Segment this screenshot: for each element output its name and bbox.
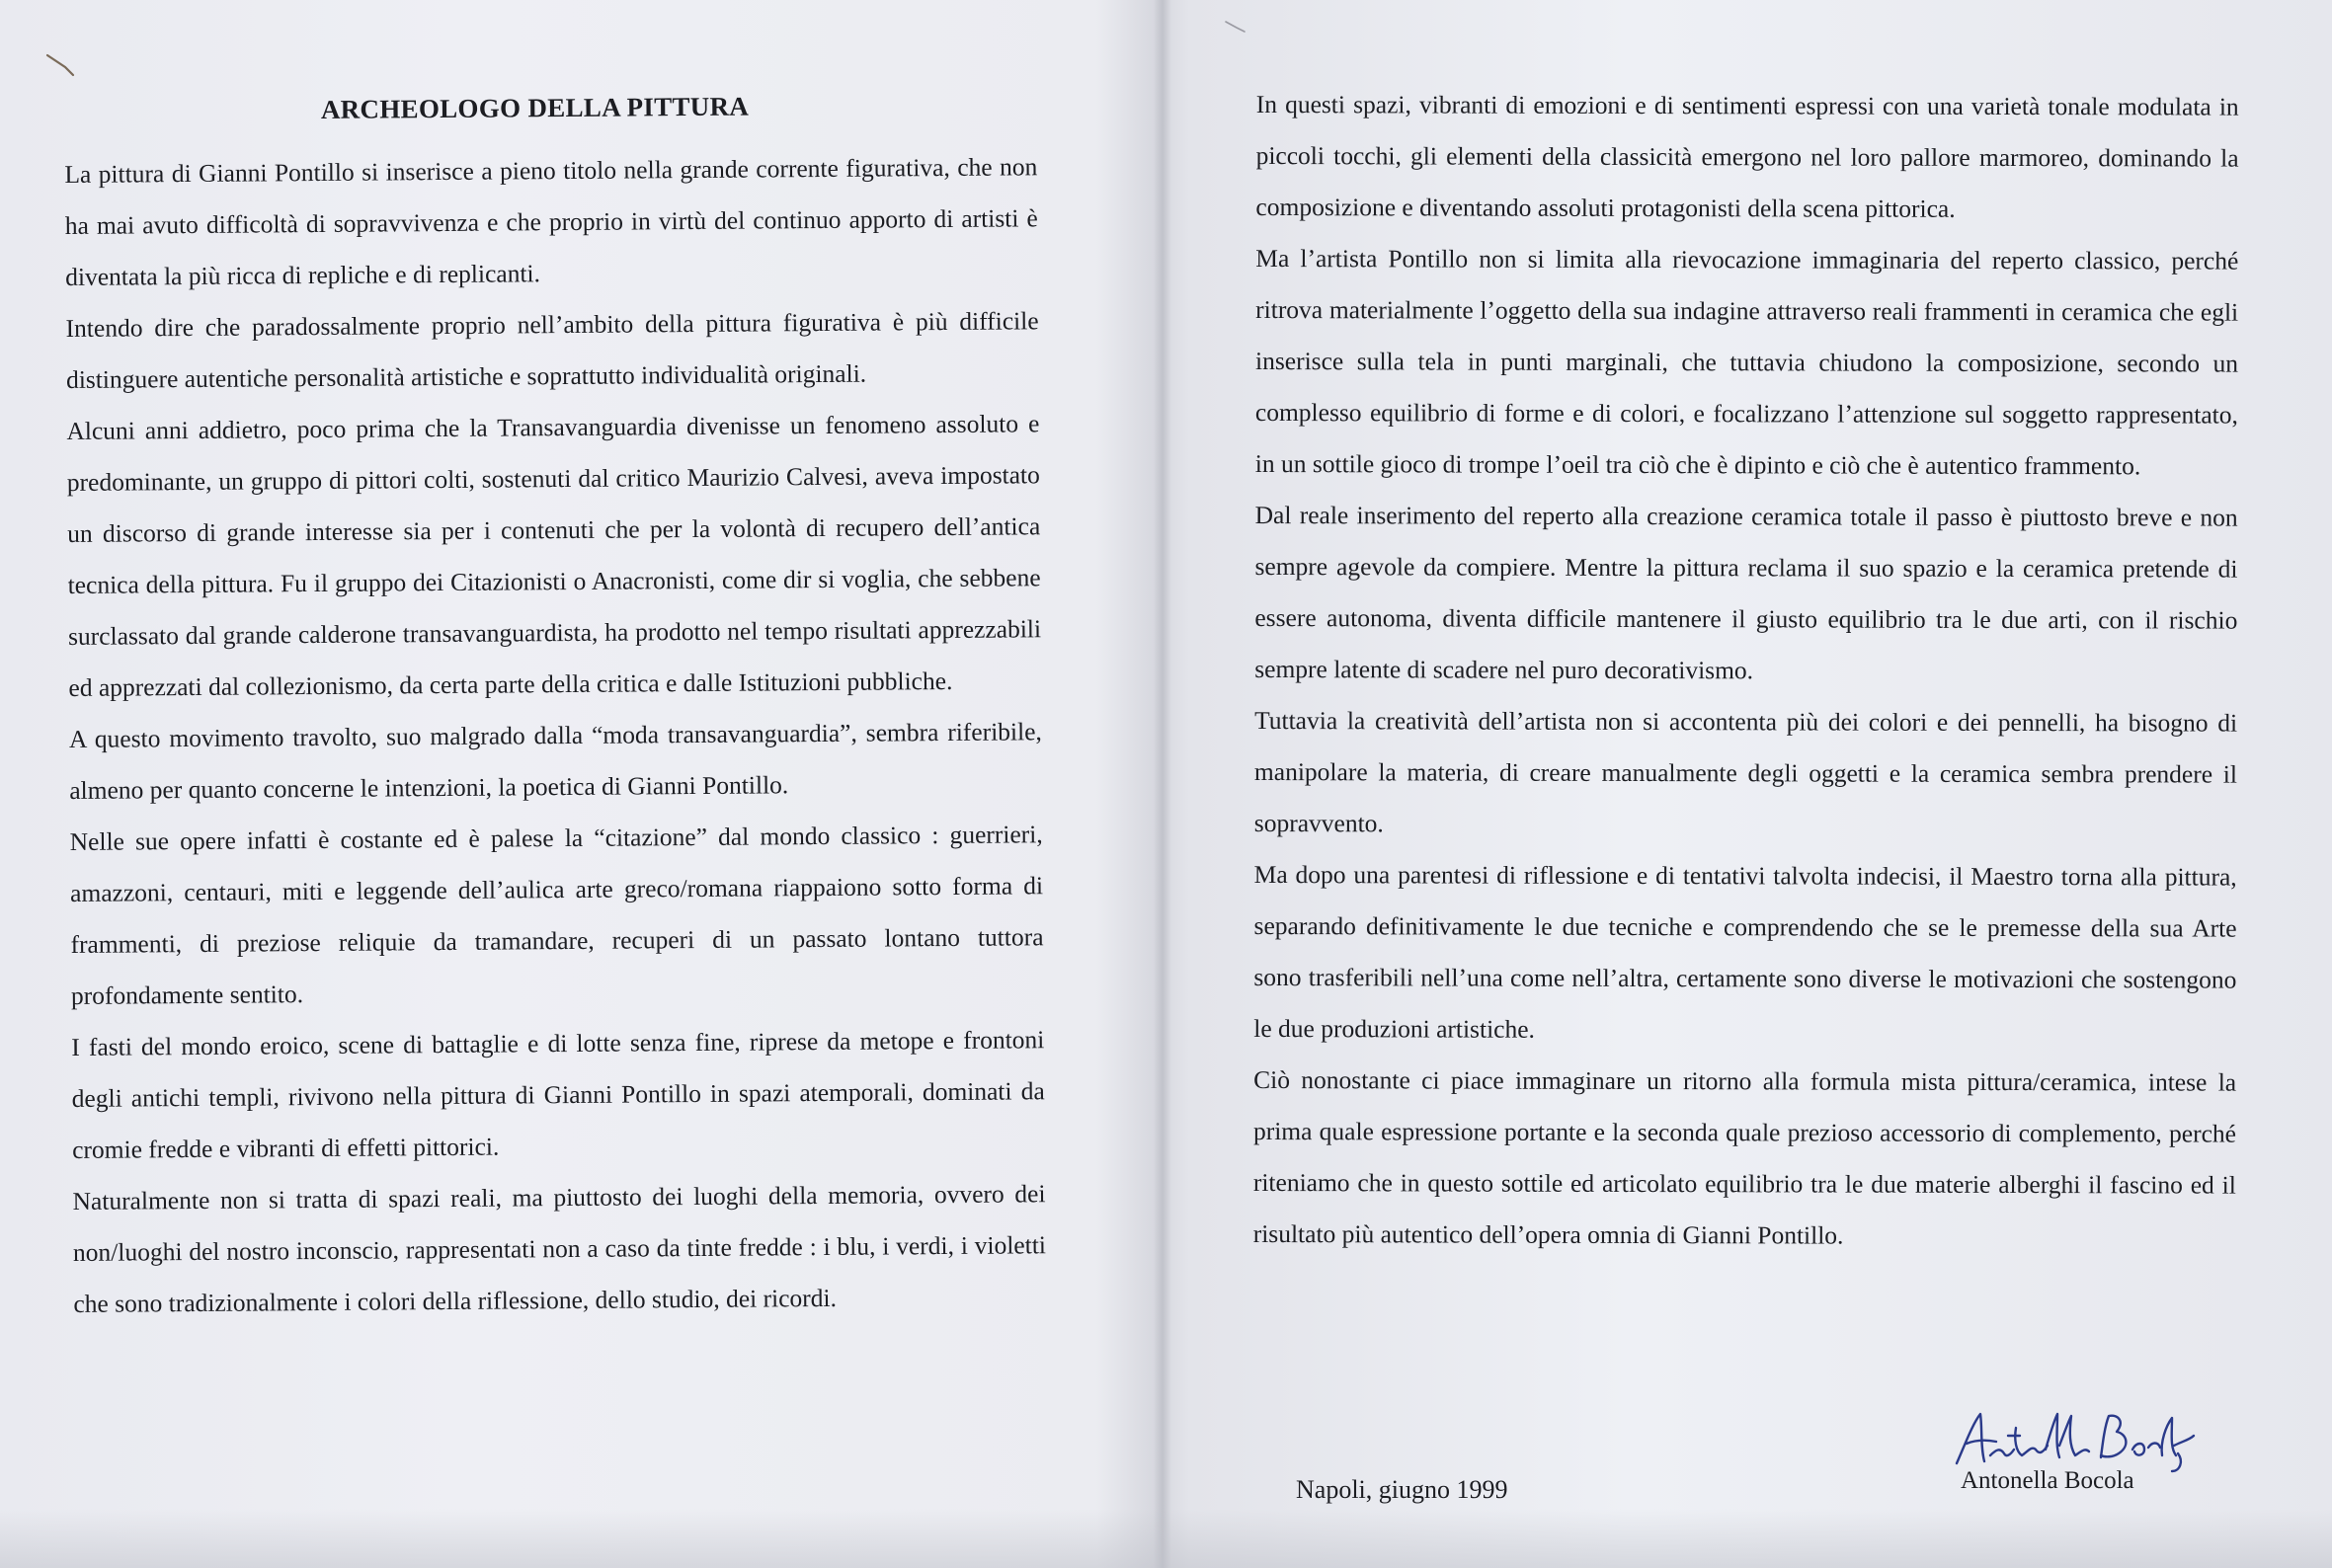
paragraph: Intendo dire che paradossalmente proprio nell’ambito della pittura figurativa è più difficile distinguere autentiche personalità artistiche e soprattutto individualità originali. (65, 306, 1039, 394)
right-body-text (1253, 79, 2239, 1263)
paragraph: Dal reale inserimento del reperto alla creazione ceramica totale il passo è piuttosto breve e non sempre agevole da compiere. Mentre la pittura reclama il suo spazio e la ceramica pretende di essere autonoma, diventa difficile mantenere il giusto equilibrio tra le due arti, con il rischio sempre latente di scadere nel puro decorativismo. (1254, 500, 2238, 685)
paragraph: Ma dopo una parentesi di riflessione e di tentativi talvolta indecisi, il Maestro torna alla pittura, separando definitivamente le due tecniche e comprendendo che se le premesse della sua Arte sono trasferibili nell’una come nell’altra, certamente sono diverse le motivazioni che sostengono le due produzioni artistiche. (1253, 859, 2237, 1044)
right-column (1252, 0, 2239, 1250)
handwritten-signature (1951, 1406, 2198, 1475)
paragraph: Alcuni anni addietro, poco prima che la Transavanguardia divenisse un fenomeno assoluto e predominante, un gruppo di pittori colti, sostenuti dal critico Maurizio Calvesi, aveva impostato un discorso di grande interesse sia per i contenuti che per la volontà di recupero dell’antica tecnica della pittura. Fu il gruppo dei Citazionisti o Anacronisti, come dir si voglia, che sebbene surclassato dal grande calderone transavanguardista, ha prodotto nel tempo risultati apprezzabili ed apprezzati dal collezionismo, da certa parte della critica e dalle Istituzioni pubbliche. (66, 409, 1042, 702)
paragraph: La pittura di Gianni Pontillo si inserisce a pieno titolo nella grande corrente figurativa, che non ha mai avuto difficoltà di sopravvivenza e che proprio in virtù del continuo apporto di artisti è diventata la più ricca di repliche e di replicanti. (64, 152, 1038, 291)
paragraph: I fasti del mondo eroico, scene di battaglie e di lotte senza fine, riprese da metope e frontoni degli antichi templi, rivivono nella pittura di Gianni Pontillo in spazi atemporali, dominati da cromie fredde e vibranti di effetti pittorici. (71, 1025, 1045, 1164)
paragraph: Naturalmente non si tratta di spazi reali, ma piuttosto dei luoghi della memoria, ovvero dei non/luoghi del nostro inconscio, rappresentati non a caso da tinte fredde : i blu, i verdi, i violetti che sono tradizionalmente i colori della riflessione, dello studio, dei ricordi. (72, 1179, 1047, 1318)
paragraph: Tuttavia la creatività dell’artista non si accontenta più dei colori e dei pennelli, ha bisogno di manipolare la materia, di creare manualmente degli oggetti e la ceramica sembra prendere il sopravvento. (1253, 705, 2238, 838)
paragraph: Ma l’artista Pontillo non si limita alla rievocazione immaginaria del reperto classico, perché ritrova materialmente l’oggetto della sua indagine attraverso reali frammenti in ceramica che egli inserisce sulla tela in punti marginali, che tuttavia chiudono la composizione, secondo un complesso equilibrio di forme e di colori, e focalizzano l’attenzione sul soggetto rappresentato, in un sottile gioco di trompe l’oeil tra ciò che è dipinto e ciò che è autentico frammento. (1254, 243, 2239, 481)
left-body-text (64, 141, 1046, 1330)
paragraph: Nelle sue opere infatti è costante ed è palese la “citazione” dal mondo classico : guerrieri, amazzoni, centauri, miti e leggende dell’aulica arte greco/romana riappaiono sotto forma di frammenti, di preziose reliquie da tramandare, recuperi di un passato lontano tuttora profondamente sentito. (69, 820, 1044, 1010)
document-title: ARCHEOLOGO DELLA PITTURA (320, 91, 750, 124)
paragraph: In questi spazi, vibranti di emozioni e di sentimenti espressi con una varietà tonale modulata in piccoli tocchi, gli elementi della classicità emergono nel loro pallore marmoreo, dominando la composizione e diventando assoluti protagonisti della scena pittorica. (1255, 89, 2239, 223)
paper-mark-right (1223, 18, 1252, 38)
page-fold (1154, 0, 1171, 1568)
paragraph: A questo movimento travolto, suo malgrado dalla “moda transavanguardia”, sembra riferibile, almeno per quanto concerne le intenzioni, la poetica di Gianni Pontillo. (68, 717, 1042, 805)
paragraph: Ciò nonostante ci piace immaginare un ritorno alla formula mista pittura/ceramica, intese la prima quale espressione portante e la seconda quale prezioso accessorio di complemento, perché riteniamo che in questo sottile ed articolato equilibrio tra le due materie alberghi il fascino ed il risultato più autentico dell’opera omnia di Gianni Pontillo. (1252, 1064, 2237, 1250)
paper-mark-left (43, 49, 83, 79)
author-name: Antonella Bocola (1961, 1467, 2134, 1494)
page-shadow (0, 1509, 2332, 1568)
place-date: Napoli, giugno 1999 (1296, 1475, 1508, 1504)
